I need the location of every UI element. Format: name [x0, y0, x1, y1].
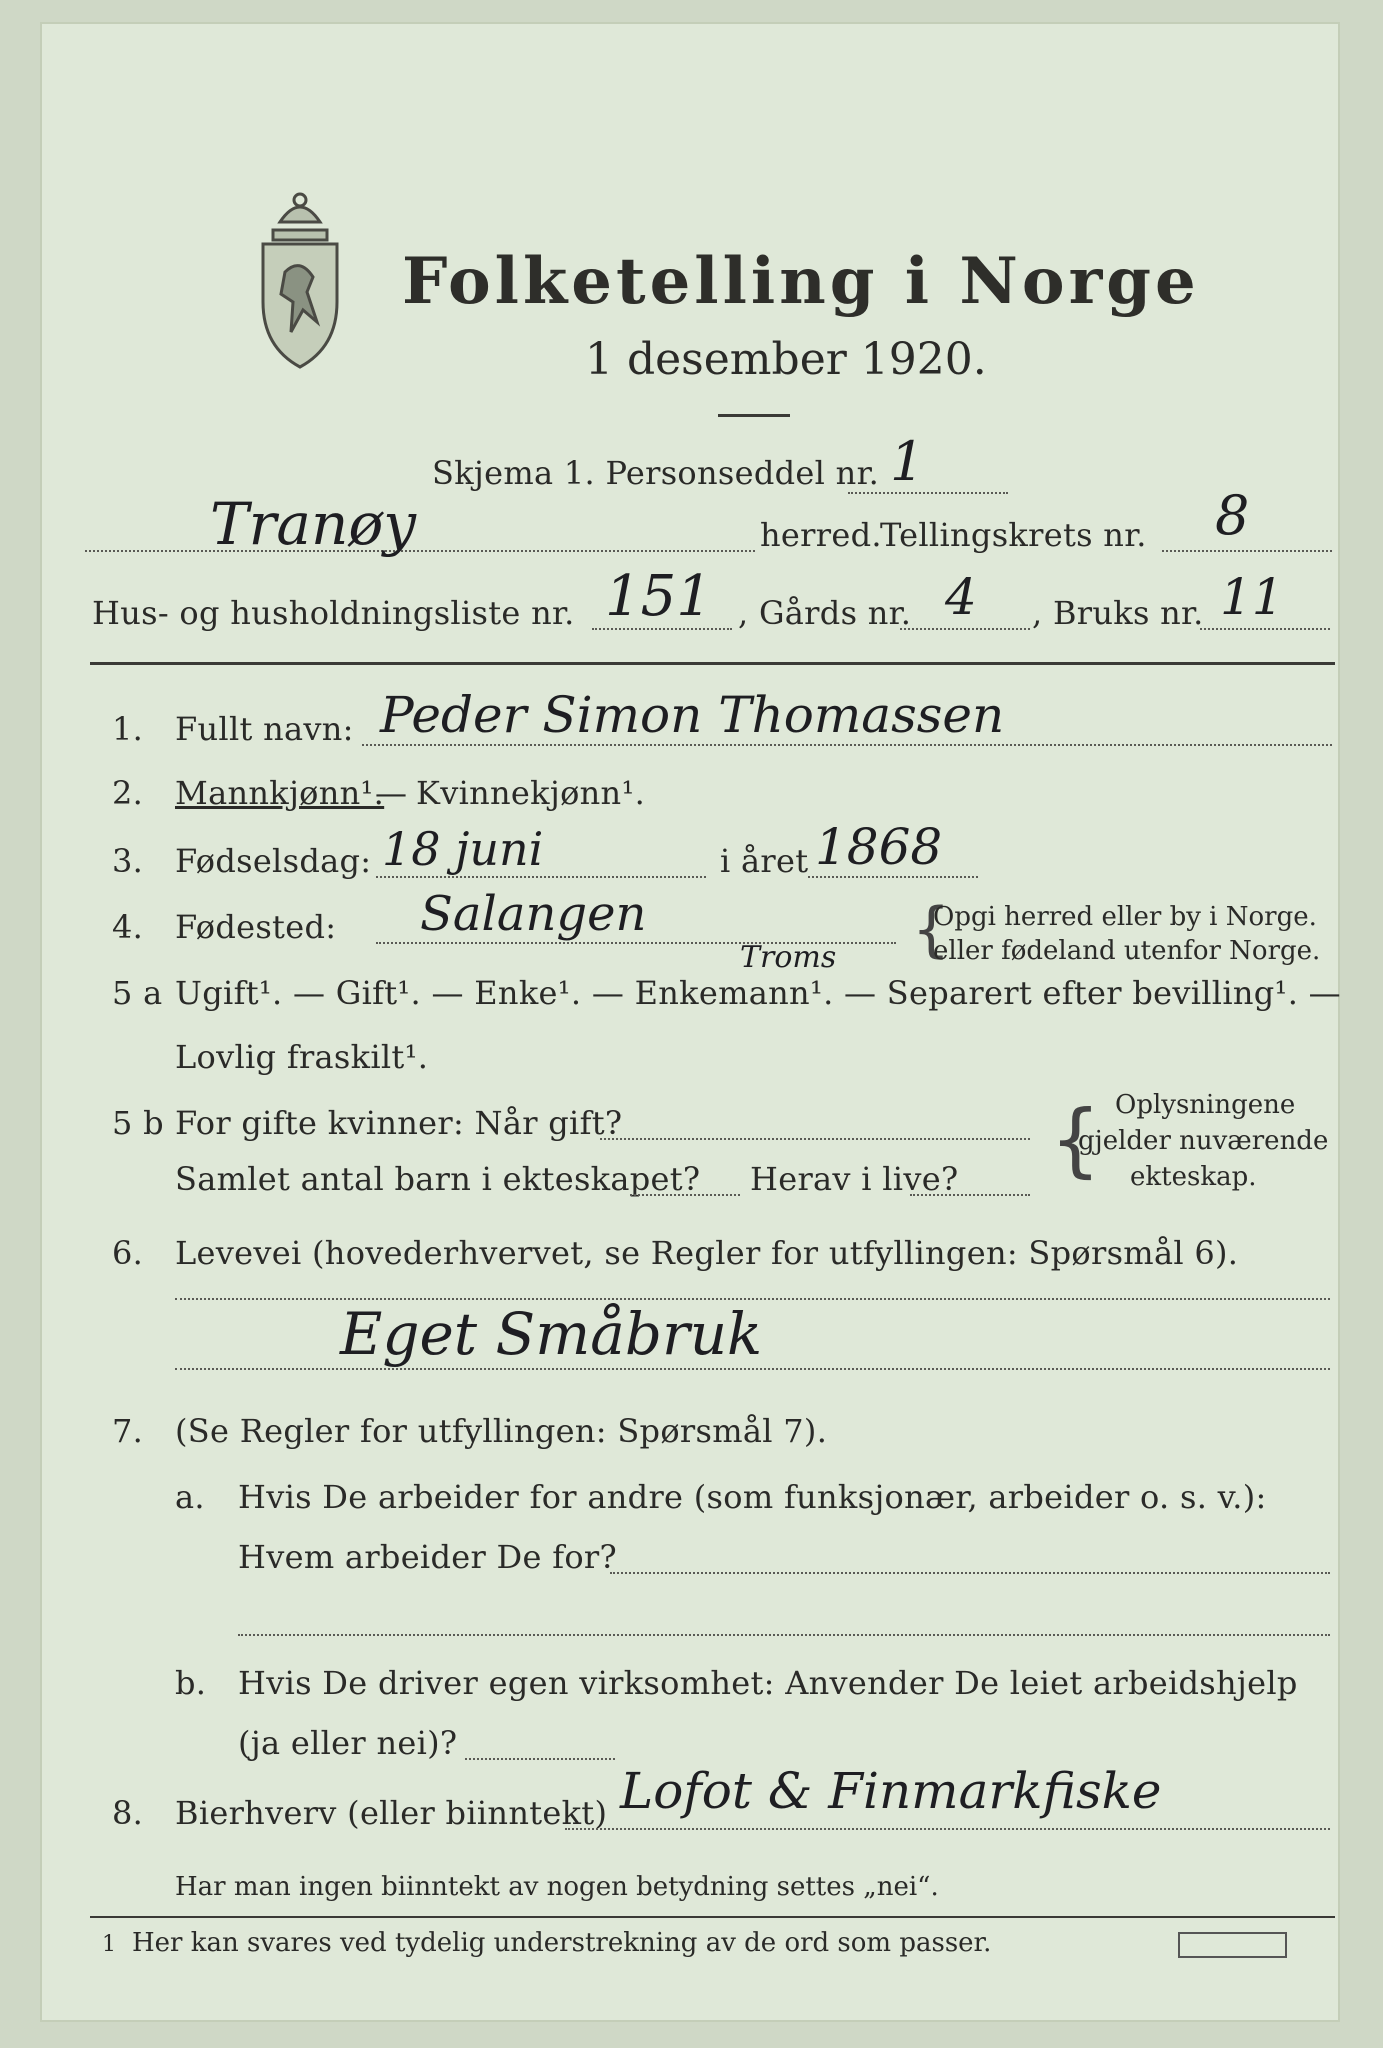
- q2-female: Kvinnekjønn¹.: [416, 774, 646, 812]
- personseddel-label: Skjema 1. Personseddel nr.: [432, 454, 880, 492]
- q3-line: [376, 876, 706, 878]
- bruks-line: [1200, 628, 1330, 630]
- q4-value: Salangen: [420, 886, 647, 942]
- q4-note1: Opgi herred eller by i Norge.: [933, 902, 1317, 932]
- bruks-label: , Bruks nr.: [1032, 594, 1204, 632]
- q8-line: [565, 1828, 1330, 1830]
- q5b-line2a-dots: [630, 1194, 740, 1196]
- q3-year-line: [808, 876, 978, 878]
- header-rule: [90, 662, 1335, 665]
- q5a-line2: Lovlig fraskilt¹.: [175, 1038, 429, 1076]
- q3-year-value: 1868: [815, 818, 943, 876]
- q7-number: 7.: [112, 1412, 144, 1450]
- census-form: [40, 22, 1340, 2022]
- q6-number: 6.: [112, 1234, 144, 1272]
- husliste-label: Hus- og husholdningsliste nr.: [92, 594, 575, 632]
- q1-number: 1.: [112, 710, 144, 748]
- q5b-brace: {: [1050, 1093, 1101, 1186]
- footnote-text: Her kan svares ved tydelig understrekning av de ord som passer.: [132, 1928, 992, 1958]
- personseddel-line: [848, 492, 1008, 494]
- q5b-number: 5 b: [112, 1104, 164, 1142]
- q7a-line2-dots: [610, 1572, 1330, 1574]
- q6-label: Levevei (hovederhvervet, se Regler for utfyllingen: Spørsmål 6).: [175, 1234, 1239, 1272]
- form-date: 1 desember 1920.: [585, 334, 987, 385]
- form-title: Folketelling i Norge: [402, 244, 1200, 319]
- tellingskrets-label: Tellingskrets nr.: [880, 516, 1147, 554]
- herred-label: herred.: [760, 516, 882, 554]
- q6-value-line: [175, 1368, 1330, 1370]
- q7a-line1: Hvis De arbeider for andre (som funksjonær, arbeider o. s. v.):: [238, 1478, 1267, 1516]
- q1-line: [362, 744, 1332, 746]
- footer-rule: [90, 1916, 1335, 1918]
- q3-label: Fødselsdag:: [175, 842, 372, 880]
- footer-note: Har man ingen biinntekt av nogen betydning settes „nei“.: [175, 1872, 939, 1902]
- q5b-line2b-dots: [910, 1194, 1030, 1196]
- q5b-note1: Oplysningene: [1115, 1090, 1296, 1120]
- herred-line: [85, 550, 755, 552]
- q8-value: Lofot & Finmarkfiske: [620, 1762, 1162, 1820]
- q7a-line2: Hvem arbeider De for?: [238, 1538, 617, 1576]
- q4-note2: eller fødeland utenfor Norge.: [933, 936, 1321, 966]
- q5b-line1-dots: [600, 1138, 1030, 1140]
- herred-value: Tranøy: [210, 490, 417, 558]
- footnote-mark: 1: [102, 1932, 116, 1957]
- q2-number: 2.: [112, 774, 144, 812]
- gaards-label: , Gårds nr.: [738, 594, 912, 632]
- coat-of-arms-icon: [245, 182, 355, 372]
- title-divider: [718, 414, 790, 417]
- q8-number: 8.: [112, 1794, 144, 1832]
- q7b-line1: Hvis De driver egen virksomhet: Anvender De leiet arbeidshjelp: [238, 1664, 1298, 1702]
- q5b-note2: gjelder nuværende: [1078, 1126, 1329, 1156]
- q5a-line1: Ugift¹. — Gift¹. — Enke¹. — Enkemann¹. — Separert efter bevilling¹. —: [175, 974, 1341, 1012]
- personseddel-nr: 1: [890, 430, 925, 493]
- q5a-number: 5 a: [112, 974, 163, 1012]
- q7a-extra-line: [238, 1634, 1330, 1636]
- tellingskrets-value: 8: [1215, 484, 1250, 547]
- printer-stamp: [1178, 1932, 1287, 1958]
- husliste-value: 151: [605, 564, 712, 629]
- q7b-number: b.: [175, 1664, 207, 1702]
- q2-male: Mannkjønn¹.: [175, 774, 385, 812]
- q3-number: 3.: [112, 842, 144, 880]
- bruks-value: 11: [1220, 568, 1284, 626]
- q2-sep: —: [375, 774, 408, 812]
- q7-label: (Se Regler for utfyllingen: Spørsmål 7).: [175, 1412, 828, 1450]
- q4-number: 4.: [112, 908, 144, 946]
- gaards-value: 4: [945, 568, 977, 626]
- q4-value2: Troms: [740, 940, 837, 975]
- q1-label: Fullt navn:: [175, 710, 354, 748]
- q5b-line2b: Herav i live?: [750, 1160, 959, 1198]
- q5b-line1: For gifte kvinner: Når gift?: [175, 1104, 623, 1142]
- q7b-line2: (ja eller nei)?: [238, 1724, 458, 1762]
- q3-year-label: i året: [720, 842, 809, 880]
- q1-value: Peder Simon Thomassen: [380, 686, 1005, 744]
- gaards-line: [900, 628, 1030, 630]
- tellingskrets-line: [1162, 550, 1332, 552]
- q4-brace: {: [912, 895, 951, 965]
- q3-value: 18 juni: [382, 822, 544, 876]
- q8-label: Bierhverv (eller biinntekt): [175, 1794, 608, 1832]
- q7b-line2-dots: [465, 1758, 615, 1760]
- q7a-number: a.: [175, 1478, 205, 1516]
- q4-label: Fødested:: [175, 908, 337, 946]
- q6-value: Eget Småbruk: [340, 1300, 763, 1368]
- q5b-note3: ekteskap.: [1130, 1162, 1257, 1192]
- q5b-line2a: Samlet antal barn i ekteskapet?: [175, 1160, 701, 1198]
